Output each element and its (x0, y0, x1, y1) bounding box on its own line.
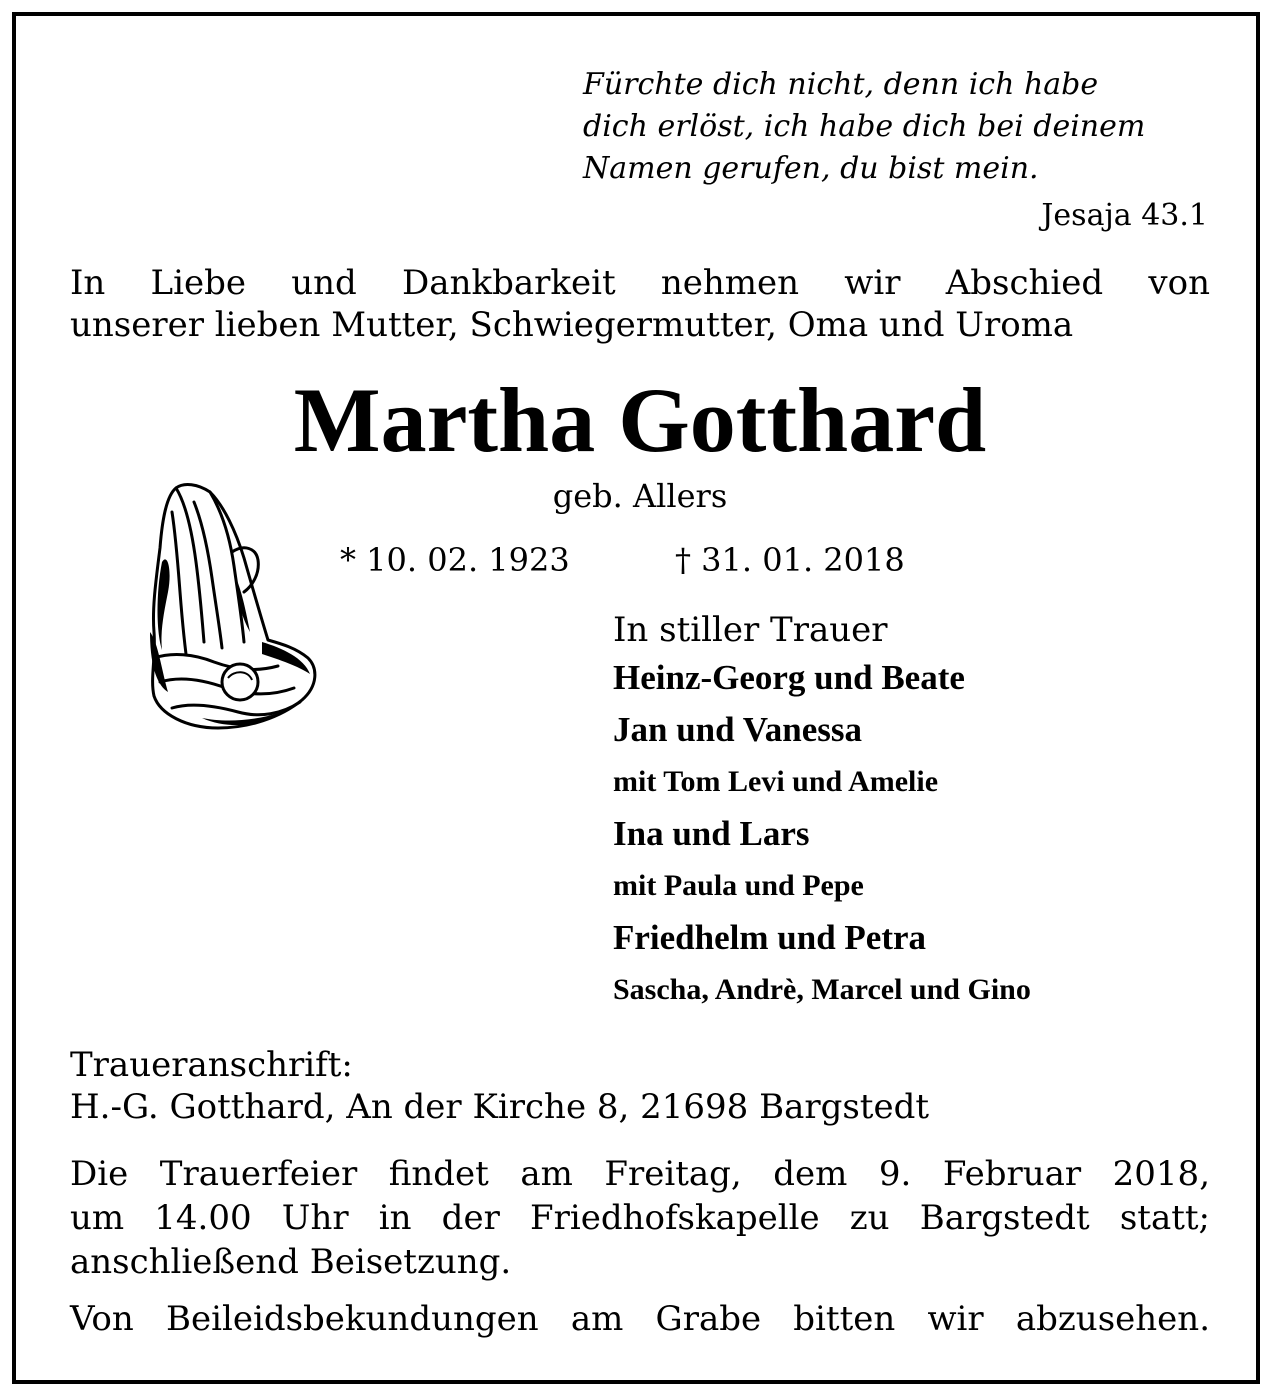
verse-reference: Jesaja 43.1 (1041, 198, 1208, 233)
mourner-entry: Sascha, Andrè, Marcel und Gino (613, 973, 1031, 1006)
verse-line: Fürchte dich nicht, denn ich habe (583, 67, 1099, 102)
farewell-intro (70, 262, 1210, 346)
intro-line: In Liebe und Dankbarkeit nehmen wir Abschied von (70, 263, 1210, 303)
birth-date: * 10. 02. 1923 (340, 541, 570, 579)
verse-line: Namen gerufen, du bist mein. (583, 151, 1039, 186)
praying-hands-icon (132, 482, 322, 738)
mourner-entry: Friedhelm und Petra (613, 918, 927, 957)
funeral-service-info (70, 1152, 1210, 1284)
mourners-heading: In stiller Trauer (613, 610, 888, 650)
mourner-entry: mit Paula und Pepe (613, 869, 864, 902)
deceased-name: Martha Gotthard (293, 369, 987, 471)
death-date: † 31. 01. 2018 (675, 541, 905, 579)
verse-line: dich erlöst, ich habe dich bei deinem (583, 109, 1146, 144)
mourner-entry: Jan und Vanessa (613, 710, 863, 749)
mourners-list (613, 608, 1233, 1016)
address-label: Traueranschrift: (70, 1045, 353, 1085)
service-line: Die Trauerfeier findet am Freitag, dem 9. Februar 2018, (70, 1154, 1210, 1194)
address-value: H.-G. Gotthard, An der Kirche 8, 21698 Bargstedt (70, 1087, 930, 1127)
service-line: anschließend Beisetzung. (70, 1242, 512, 1282)
mourner-entry: mit Tom Levi und Amelie (613, 765, 939, 798)
mourning-address (70, 1044, 1210, 1128)
bible-verse (583, 64, 1223, 190)
closing-note: Von Beileidsbekundungen am Grabe bitten wir abzusehen. (70, 1299, 1210, 1339)
mourner-entry: Ina und Lars (613, 814, 810, 853)
intro-line: unserer lieben Mutter, Schwiegermutter, Oma und Uroma (70, 305, 1074, 345)
maiden-name: geb. Allers (552, 477, 728, 515)
mourner-entry: Heinz-Georg und Beate (613, 658, 965, 697)
service-line: um 14.00 Uhr in der Friedhofskapelle zu Bargstedt statt; (70, 1198, 1210, 1238)
